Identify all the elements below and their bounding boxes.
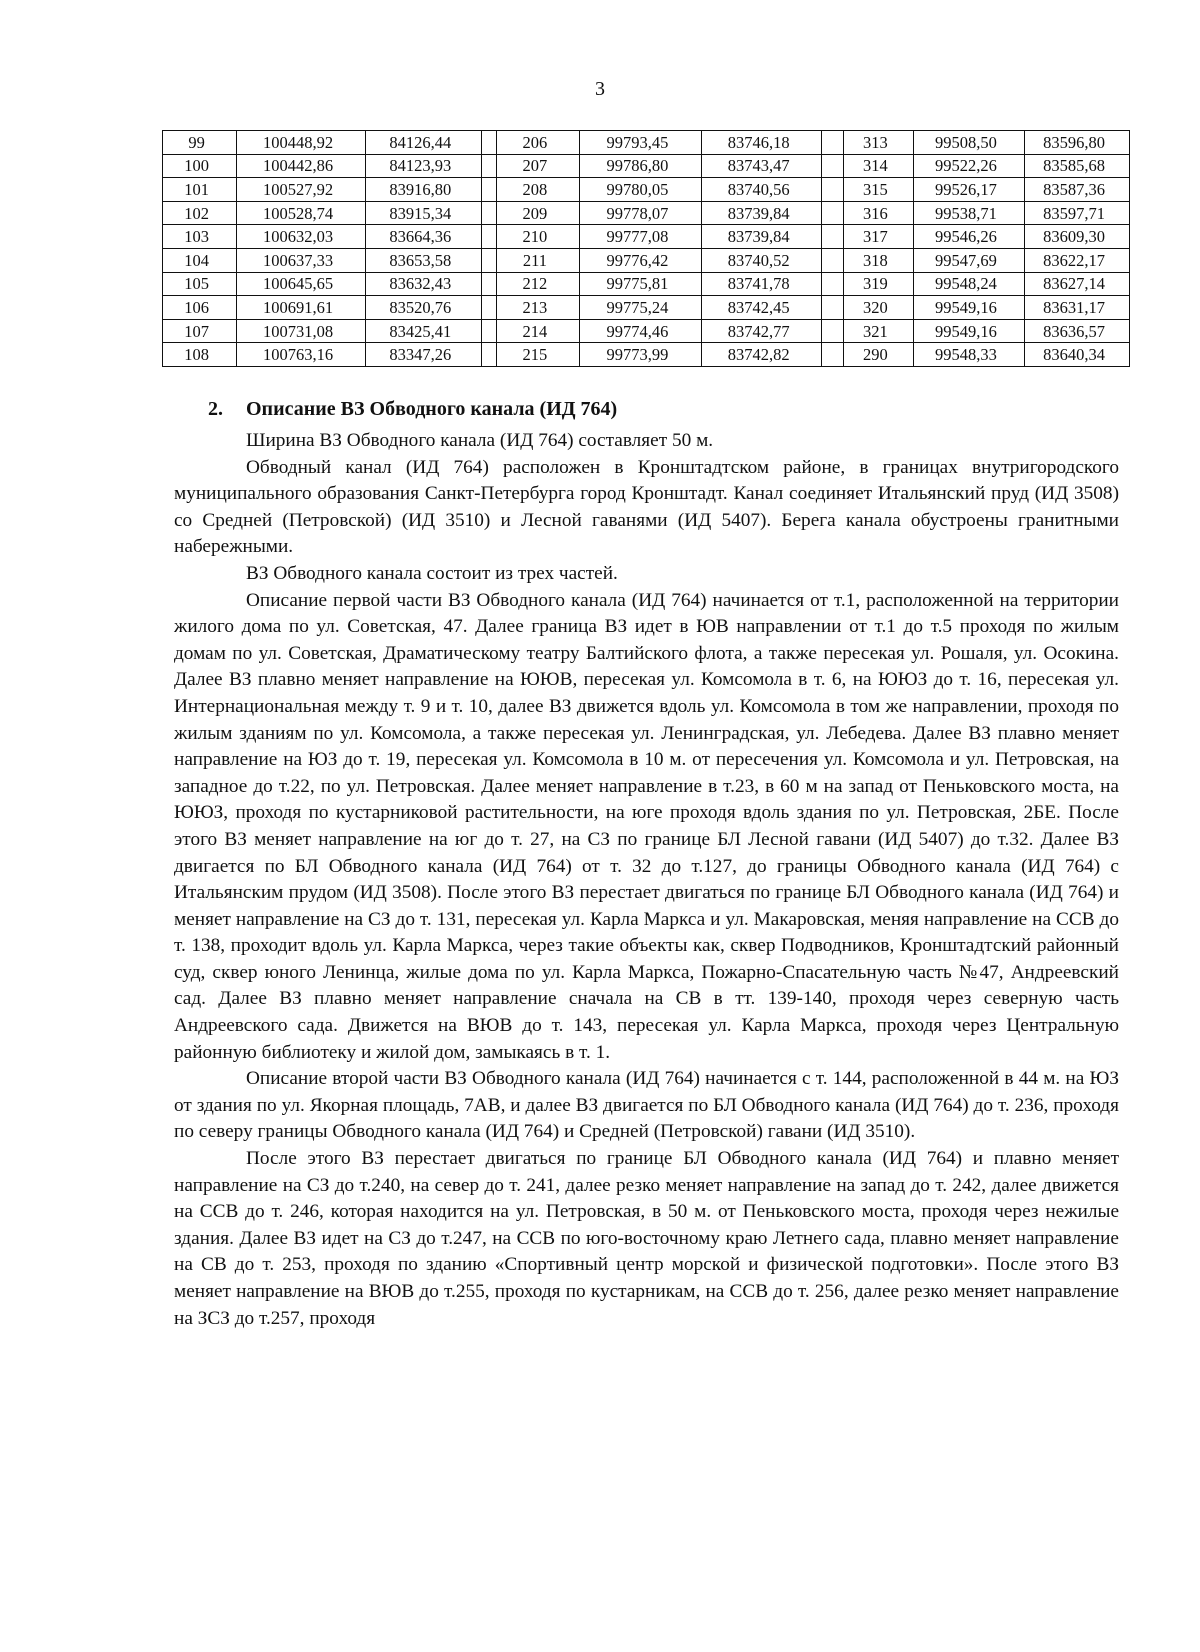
table-row xyxy=(163,319,1130,343)
table-cell: 83520,76 xyxy=(365,296,481,320)
table-body xyxy=(163,131,1130,367)
table-cell: 316 xyxy=(843,201,913,225)
table-row xyxy=(163,296,1130,320)
table-cell: 100528,74 xyxy=(237,201,366,225)
table-cell: 83622,17 xyxy=(1025,248,1130,272)
section-title: Описание ВЗ Обводного канала (ИД 764) xyxy=(246,398,618,420)
table-gap-cell xyxy=(481,154,496,178)
table-cell: 99775,24 xyxy=(579,296,701,320)
table-cell: 83609,30 xyxy=(1025,225,1130,249)
table-gap-cell xyxy=(481,248,496,272)
table-cell: 83740,52 xyxy=(702,248,822,272)
table-cell: 105 xyxy=(163,272,237,296)
table-gap-cell xyxy=(822,178,844,202)
table-gap-cell xyxy=(822,296,844,320)
table-cell: 290 xyxy=(843,343,913,367)
table-cell: 83425,41 xyxy=(365,319,481,343)
table-gap-cell xyxy=(481,131,496,155)
table-cell: 100448,92 xyxy=(237,131,366,155)
table-cell: 99793,45 xyxy=(579,131,701,155)
paragraph: ВЗ Обводного канала состоит из трех частей. xyxy=(246,562,618,584)
table-cell: 211 xyxy=(496,248,579,272)
table-cell: 321 xyxy=(843,319,913,343)
table-row xyxy=(163,225,1130,249)
table-gap-cell xyxy=(822,225,844,249)
table-cell: 83740,56 xyxy=(702,178,822,202)
table-cell: 83636,57 xyxy=(1025,319,1130,343)
table-cell: 83742,45 xyxy=(702,296,822,320)
table-gap-cell xyxy=(481,296,496,320)
coordinates-table xyxy=(162,130,1130,367)
table-cell: 102 xyxy=(163,201,237,225)
table-cell: 84126,44 xyxy=(365,131,481,155)
table-cell: 103 xyxy=(163,225,237,249)
table-gap-cell xyxy=(822,272,844,296)
table-gap-cell xyxy=(481,272,496,296)
table-gap-cell xyxy=(481,178,496,202)
table-cell: 99773,99 xyxy=(579,343,701,367)
table-gap-cell xyxy=(481,225,496,249)
table-row xyxy=(163,343,1130,367)
table-cell: 83664,36 xyxy=(365,225,481,249)
table-cell: 99776,42 xyxy=(579,248,701,272)
table-cell: 83587,36 xyxy=(1025,178,1130,202)
section-heading xyxy=(208,398,617,421)
table-cell: 100637,33 xyxy=(237,248,366,272)
table-cell: 83742,82 xyxy=(702,343,822,367)
table-cell: 107 xyxy=(163,319,237,343)
table-cell: 314 xyxy=(843,154,913,178)
table-gap-cell xyxy=(822,201,844,225)
table-cell: 99547,69 xyxy=(913,248,1024,272)
table-cell: 99774,46 xyxy=(579,319,701,343)
table-cell: 100442,86 xyxy=(237,154,366,178)
table-cell: 214 xyxy=(496,319,579,343)
table-cell: 99777,08 xyxy=(579,225,701,249)
paragraph: Ширина ВЗ Обводного канала (ИД 764) составляет 50 м. xyxy=(246,430,714,451)
table-cell: 210 xyxy=(496,225,579,249)
table-cell: 100731,08 xyxy=(237,319,366,343)
table-cell: 83627,14 xyxy=(1025,272,1130,296)
table-cell: 83597,71 xyxy=(1025,201,1130,225)
table-cell: 83596,80 xyxy=(1025,131,1130,155)
table-cell: 99508,50 xyxy=(913,131,1024,155)
table-cell: 106 xyxy=(163,296,237,320)
table-cell: 83585,68 xyxy=(1025,154,1130,178)
table-row xyxy=(163,178,1130,202)
table-cell: 208 xyxy=(496,178,579,202)
table-cell: 83640,34 xyxy=(1025,343,1130,367)
table-gap-cell xyxy=(822,131,844,155)
table-cell: 315 xyxy=(843,178,913,202)
table-gap-cell xyxy=(481,201,496,225)
paragraph: После этого ВЗ перестает двигаться по границе БЛ Обводного канала (ИД 764) и плавно меняет направление на СЗ до т.240, на север до т. 241, далее резко меняет направление на запад до т. 242, далее движется на ССВ до т. 246, которая находится на ул. Петровская, в 50 м. от Пеньковского моста, проходя через нежилые здания. Далее ВЗ идет на СЗ до т.247, на ССВ по юго-восточному краю Летнего сада, плавно меняет направление на СВ до т. 253, проходя по зданию «Спортивный центр морской и физической подготовки». После этого ВЗ меняет направление на ВЮВ до т.255, проходя по кустарникам, на ССВ до т. 256, далее резко меняет направление на ЗСЗ до т.257, проходя xyxy=(174,1148,1119,1329)
table-row xyxy=(163,272,1130,296)
table-cell: 207 xyxy=(496,154,579,178)
table-cell: 83631,17 xyxy=(1025,296,1130,320)
table-row xyxy=(163,154,1130,178)
table-cell: 100 xyxy=(163,154,237,178)
table-gap-cell xyxy=(481,319,496,343)
table-cell: 215 xyxy=(496,343,579,367)
table-cell: 101 xyxy=(163,178,237,202)
table-cell: 99548,33 xyxy=(913,343,1024,367)
table-row xyxy=(163,248,1130,272)
table-cell: 83653,58 xyxy=(365,248,481,272)
table-cell: 84123,93 xyxy=(365,154,481,178)
page-number: 3 xyxy=(595,78,605,100)
paragraph: Обводный канал (ИД 764) расположен в Кронштадтском районе, в границах внутригородского муниципального образования Санкт-Петербурга город Кронштадт. Канал соединяет Итальянский пруд (ИД 3508) со Средней (Петровской) (ИД 3510) и Лесной гаванями (ИД 5407). Берега канала обустроены гранитными набережными. xyxy=(174,456,1119,558)
table-cell: 83915,34 xyxy=(365,201,481,225)
table-cell: 313 xyxy=(843,131,913,155)
table-cell: 320 xyxy=(843,296,913,320)
table-cell: 99780,05 xyxy=(579,178,701,202)
table-gap-cell xyxy=(822,154,844,178)
table-cell: 99775,81 xyxy=(579,272,701,296)
table-cell: 83347,26 xyxy=(365,343,481,367)
paragraph: Описание первой части ВЗ Обводного канала (ИД 764) начинается от т.1, расположенной на территории жилого дома по ул. Советская, 47. Далее граница ВЗ идет в ЮВ направлении от т.1 до т.5 проходя по жилым домам по ул. Советская, Драматическому театру Балтийского флота, а также пересекая ул. Рошаля, ул. Осокина. Далее ВЗ плавно меняет направление на ЮЮВ, пересекая ул. Комсомола в т. 6, на ЮЮЗ до т. 16, пересекая ул. Интернациональная между т. 9 и т. 10, далее ВЗ движется вдоль ул. Комсомола в том же направлении, проходя по жилым зданиям по ул. Комсомола, а также пересекая ул. Ленинградская, ул. Лебедева. Далее ВЗ плавно меняет направление на ЮЗ до т. 19, пересекая ул. Комсомола в 10 м. от пересечения ул. Комсомола и ул. Петровская, на западное до т.22, по ул. Петровская. Далее меняет направление в т.23, в 60 м на запад от Пеньковского моста, на ЮЮЗ, проходя по кустарниковой растительности, на юге проходя вдоль здания по ул. Петровская, 2БЕ. После этого ВЗ меняет направление на юг до т. 27, на СЗ по границе БЛ Лесной гавани (ИД 5407) до т.32. Далее ВЗ двигается по БЛ Обводного канала (ИД 764) от т. 32 до т.127, до границы Обводного канала (ИД 764) с Итальянским прудом (ИД 3508). После этого ВЗ перестает двигаться по границе БЛ Обводного канала (ИД 764) и меняет направление на СЗ до т. 131, пересекая ул. Карла Маркса и ул. Макаровская, меняя направление на ССВ до т. 138, проходит вдоль ул. Карла Маркса, через такие объекты как, сквер Подводников, Кронштадтский районный суд, сквер юного Ленинца, жилые дома по ул. Карла Маркса, Пожарно-Спасательную часть №47, Андреевский сад. Далее ВЗ плавно меняет направление сначала на СВ в тт. 139-140, проходя через северную часть Андреевского сада. Движется на ВЮВ до т. 143, пересекая ул. Карла Маркса, проходя через Центральную районную библиотеку и жилой дом, замыкаясь в т. 1. xyxy=(174,589,1119,1063)
table-cell: 108 xyxy=(163,343,237,367)
table-cell: 83739,84 xyxy=(702,201,822,225)
table-cell: 100645,65 xyxy=(237,272,366,296)
table-cell: 100763,16 xyxy=(237,343,366,367)
table-cell: 83743,47 xyxy=(702,154,822,178)
table-cell: 99778,07 xyxy=(579,201,701,225)
table-cell: 83741,78 xyxy=(702,272,822,296)
table-cell: 213 xyxy=(496,296,579,320)
section-number: 2. xyxy=(208,398,223,420)
table-cell: 83632,43 xyxy=(365,272,481,296)
table-cell: 99548,24 xyxy=(913,272,1024,296)
paragraph: Описание второй части ВЗ Обводного канала (ИД 764) начинается с т. 144, расположенной в 44 м. на ЮЗ от здания по ул. Якорная площадь, 7АВ, и далее ВЗ двигается по БЛ Обводного канала (ИД 764) до т. 236, проходя по северу границы Обводного канала (ИД 764) и Средней (Петровской) гавани (ИД 3510). xyxy=(174,1068,1119,1143)
table-cell: 212 xyxy=(496,272,579,296)
table-cell: 99 xyxy=(163,131,237,155)
table-gap-cell xyxy=(822,343,844,367)
table-cell: 99522,26 xyxy=(913,154,1024,178)
table-cell: 104 xyxy=(163,248,237,272)
table-cell: 99786,80 xyxy=(579,154,701,178)
table-cell: 99546,26 xyxy=(913,225,1024,249)
table-cell: 83916,80 xyxy=(365,178,481,202)
table-cell: 83739,84 xyxy=(702,225,822,249)
table-cell: 100632,03 xyxy=(237,225,366,249)
table-gap-cell xyxy=(822,319,844,343)
table-cell: 99538,71 xyxy=(913,201,1024,225)
body-text xyxy=(174,428,1119,1332)
table-gap-cell xyxy=(822,248,844,272)
table-cell: 100691,61 xyxy=(237,296,366,320)
table-cell: 209 xyxy=(496,201,579,225)
table-cell: 317 xyxy=(843,225,913,249)
table-row xyxy=(163,131,1130,155)
table-cell: 206 xyxy=(496,131,579,155)
table-cell: 99549,16 xyxy=(913,296,1024,320)
table-cell: 318 xyxy=(843,248,913,272)
table-cell: 319 xyxy=(843,272,913,296)
table-gap-cell xyxy=(481,343,496,367)
table-row xyxy=(163,201,1130,225)
table-cell: 83746,18 xyxy=(702,131,822,155)
table-cell: 99549,16 xyxy=(913,319,1024,343)
table-cell: 99526,17 xyxy=(913,178,1024,202)
table-cell: 83742,77 xyxy=(702,319,822,343)
table-cell: 100527,92 xyxy=(237,178,366,202)
